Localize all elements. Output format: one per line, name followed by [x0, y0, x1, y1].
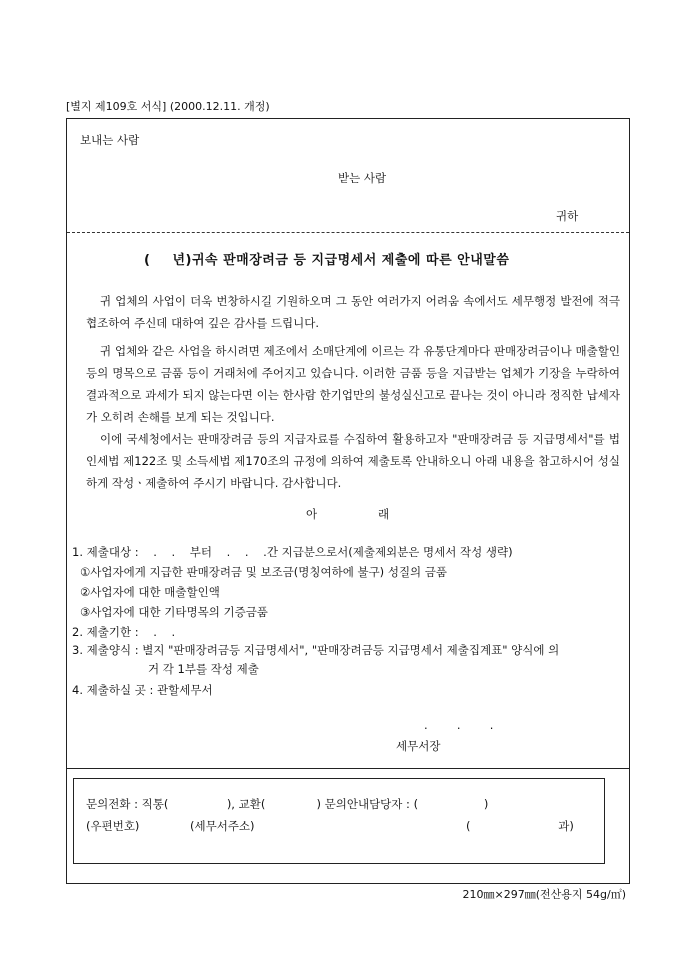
honorific: 귀하 — [556, 209, 579, 223]
sender-label: 보내는 사람 — [80, 133, 140, 147]
notice-title-main: 년)귀속 판매장려금 등 지급명세서 제출에 따른 안내말씀 — [172, 253, 510, 268]
item-3-line-1: 3. 제출양식 : 별지 "판매장려금등 지급명세서", "판매장려금등 지급명세서 제출집계표" 양식에 의 — [72, 643, 560, 657]
form-reference: [별지 제109호 서식] (2000.12.11. 개정) — [66, 100, 270, 113]
below-heading-rae: 래 — [378, 507, 390, 521]
item-3-line-2: 거 각 1부를 작성 제출 — [148, 662, 259, 676]
notice-title — [144, 249, 509, 268]
item-1-sub-3: ③사업자에 대한 기타명목의 기증금품 — [80, 605, 268, 619]
notice-paragraph-3: 이에 국세청에서는 판매장려금 등의 지급자료를 수집하여 활용하고자 "판매장려금 등 지급명세서"를 법인세법 제122조 및 소득세법 제170조의 규정에 의하여 제출토록 안내하오니 아래 내용을 참고하시어 성실하게 작성ㆍ제출하여 주시기 바랍니다. 감사합니다. — [86, 432, 620, 490]
item-1-sub-2: ②사업자에 대한 매출할인액 — [80, 585, 220, 599]
notice-paragraph-2: 귀 업체와 같은 사업을 하시려면 제조에서 소매단계에 이르는 각 유통단계마다 판매장려금이나 매출할인 등의 명목으로 금품 등이 거래처에 주어지고 있습니다. 이러한 금품 등을 지급받는 업체가 기장을 누락하여 결과적으로 과세가 되지 않는다면 이는 한사람 한기업만의 불성실신고로 끝나는 것이 아니라 정직한 납세자가 오히려 손해를 보게 되는 것입니다. — [86, 344, 621, 424]
department-label: ( 과) — [466, 819, 574, 833]
dashed-divider — [67, 232, 629, 233]
item-2: 2. 제출기한 : . . — [72, 625, 176, 639]
item-1-sub-1: ①사업자에게 지급한 판매장려금 및 보조금(명칭여하에 불구) 성질의 금품 — [80, 565, 448, 579]
below-heading-a: 아 — [306, 507, 318, 521]
office-address-label: (세무서주소) — [190, 819, 255, 833]
notice-title-prefix: ( — [144, 253, 151, 268]
receiver-label: 받는 사람 — [338, 171, 387, 185]
contact-line-1: 문의전화 : 직통( ), 교환( ) 문의안내담당자 : ( ) — [86, 797, 489, 811]
paper-spec: 210㎜×297㎜(전산용지 54g/㎡) — [462, 888, 626, 901]
item-1: 1. 제출대상 : . . 부터 . . .간 지급분으로서(제출제외분은 명세서 작성 생략) — [72, 545, 513, 559]
date-placeholder: . . . — [424, 718, 494, 732]
solid-divider — [67, 768, 629, 769]
postal-code-label: (우편번호) — [86, 819, 140, 833]
office-signature: 세무서장 — [396, 739, 441, 753]
item-4: 4. 제출하실 곳 : 관할세무서 — [72, 683, 213, 697]
notice-paragraph-1: 귀 업체의 사업이 더욱 번창하시길 기원하오며 그 동안 여러가지 어려움 속에서도 세무행정 발전에 적극 협조하여 주신데 대하여 깊은 감사를 드립니다. — [86, 294, 620, 330]
